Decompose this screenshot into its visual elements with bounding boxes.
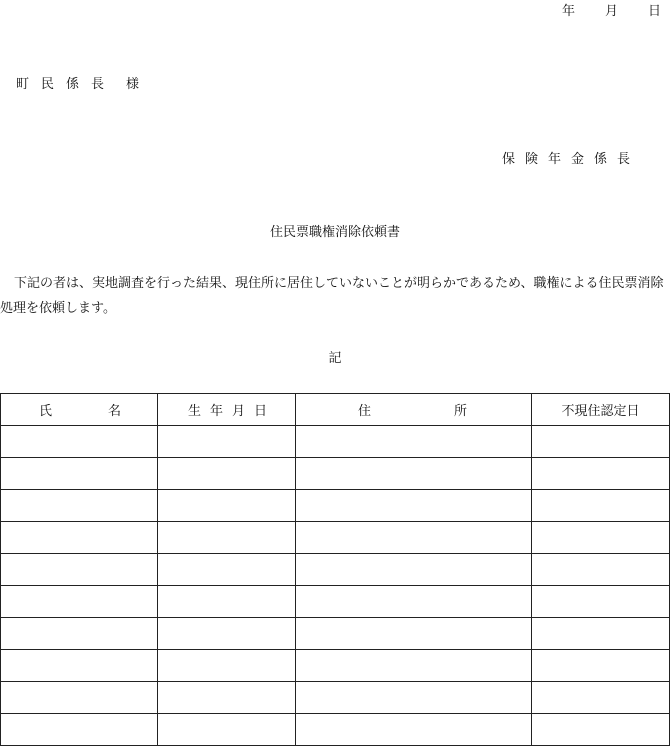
table-row	[1, 618, 670, 650]
date-year-label: 年	[561, 4, 575, 19]
cell-name	[1, 650, 158, 682]
header-birth-char: 生	[188, 404, 202, 419]
cell-address	[296, 426, 532, 458]
cell-name	[1, 522, 158, 554]
table-row	[1, 682, 670, 714]
header-birth-char: 月	[231, 404, 245, 419]
cell-name	[1, 458, 158, 490]
date-line	[562, 0, 661, 19]
date-month-label: 月	[604, 4, 618, 19]
cell-address	[296, 618, 532, 650]
table-row	[1, 522, 670, 554]
cell-non-residence-date	[532, 586, 670, 618]
cell-name	[1, 554, 158, 586]
cell-birth-date	[158, 618, 296, 650]
sender-title: 保険年金係長	[501, 152, 640, 167]
header-name	[1, 394, 158, 426]
cell-address	[296, 682, 532, 714]
cell-non-residence-date	[532, 522, 670, 554]
header-non-residence-date: 不現住認定日	[532, 394, 670, 426]
cell-non-residence-date	[532, 426, 670, 458]
cell-non-residence-date	[532, 714, 670, 746]
register-table	[0, 393, 670, 746]
cell-name	[1, 490, 158, 522]
cell-address	[296, 650, 532, 682]
header-name-char: 名	[107, 404, 121, 419]
cell-name	[1, 586, 158, 618]
cell-address	[296, 714, 532, 746]
cell-name	[1, 426, 158, 458]
table-row	[1, 490, 670, 522]
cell-birth-date	[158, 458, 296, 490]
recipient-title: 町民係長	[16, 77, 117, 92]
cell-address	[296, 586, 532, 618]
cell-name	[1, 618, 158, 650]
table-row	[1, 458, 670, 490]
document-title: 住民票職権消除依頼書	[269, 225, 400, 240]
recipient	[16, 73, 151, 92]
cell-non-residence-date	[532, 682, 670, 714]
table-row	[1, 554, 670, 586]
recipient-honorific: 様	[126, 77, 152, 92]
cell-birth-date	[158, 682, 296, 714]
header-birth-date	[158, 394, 296, 426]
cell-birth-date	[158, 490, 296, 522]
table-header-row	[1, 394, 670, 426]
date-day-label: 日	[647, 4, 661, 19]
cell-non-residence-date	[532, 554, 670, 586]
header-name-char: 氏	[39, 404, 53, 419]
cell-address	[296, 458, 532, 490]
table-row	[1, 650, 670, 682]
cell-address	[296, 490, 532, 522]
cell-birth-date	[158, 522, 296, 554]
header-address	[296, 394, 532, 426]
cell-non-residence-date	[532, 458, 670, 490]
ki-label: 記	[328, 351, 342, 366]
cell-address	[296, 554, 532, 586]
header-address-char: 住	[358, 404, 372, 419]
cell-birth-date	[158, 586, 296, 618]
table-row	[1, 586, 670, 618]
table-row	[1, 426, 670, 458]
cell-name	[1, 682, 158, 714]
table-row	[1, 714, 670, 746]
cell-birth-date	[158, 554, 296, 586]
header-birth-char: 日	[253, 404, 267, 419]
cell-non-residence-date	[532, 618, 670, 650]
body-text: 下記の者は、実地調査を行った結果、現住所に居住していないことが明らかであるため、職権による住民票消除処理を依頼します。	[0, 276, 664, 316]
cell-birth-date	[158, 426, 296, 458]
cell-non-residence-date	[532, 650, 670, 682]
cell-birth-date	[158, 650, 296, 682]
cell-address	[296, 522, 532, 554]
header-address-char: 所	[453, 404, 467, 419]
cell-non-residence-date	[532, 490, 670, 522]
header-birth-char: 年	[209, 404, 223, 419]
cell-birth-date	[158, 714, 296, 746]
cell-name	[1, 714, 158, 746]
